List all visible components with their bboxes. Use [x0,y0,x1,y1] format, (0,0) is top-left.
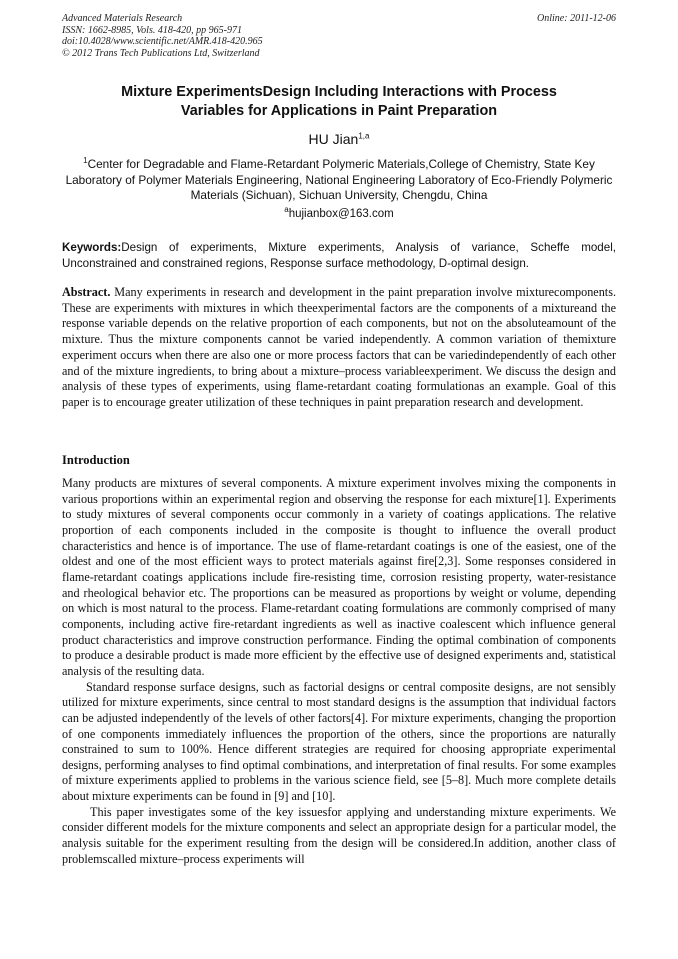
keywords-label: Keywords: [62,241,122,254]
journal-issn: ISSN: 1662-8985, Vols. 418-420, pp 965-971 [62,24,242,36]
author-email [62,205,616,220]
abstract-label: Abstract. [62,285,111,299]
affiliation [62,157,616,204]
email-address: hujianbox@163.com [288,208,394,220]
intro-paragraph-2: Standard response surface designs, such as factorial designs or central composite designs, are not sensibly utilized for mixture experiments, since central to most standard designs is the assumption that individual factors can be adjusted independently of the levels of other factors[4]. For mixture experiments, changing the proportion of one components immediately influences the proportion of the others, since the proportions are naturally constrained to sum to 100%. Hence different strategies are required for choosing appropriate experimental designs, performing analyses to find optimal combinations, and interpretation of final results. For some examples of mixture experiments applied to problems in the various science field, see [5–8]. Much more complete details about mixture experiments can be found in [9] and [10]. [62,679,616,804]
journal-doi: doi:10.4028/www.scientific.net/AMR.418-420.965 [62,36,263,47]
introduction-body [62,476,616,867]
author [62,131,616,147]
abstract [62,285,616,411]
intro-paragraph-1: Many products are mixtures of several components. A mixture experiment involves mixing the components in various proportions within an experimental region and observing the response for each mixture[1]. Experiments to study mixtures of several components occur commonly in a variety of coatings applications. The relative proportion of each components included in the composite is thought to influence the overall product characteristics and hence is of importance. The use of flame-retardant coatings is one of the easiest, one of the oldest and one of the most efficient ways to protect materials against fire[2,3]. Some responses considered in flame-retardant coatings applications include fire-resisting time, corrosion resisting property, water-resistance and rheological behavior etc. The proportions can be measured as proportions by weight or volume, depending on which is most natural to the process. Flame-retardant coating formulations are commonly comprised of many components, including active fire-retardant ingredients as well as inactive coalescent which influence general product characteristics and improve construction performance. Finding the optimal combination of components to produce a desirable product is made more efficient by the effective use of designed experiments and, statistical analysis of the resulting data. [62,476,616,678]
title-line-2: Variables for Applications in Paint Preparation [180,103,498,119]
journal-header [62,13,616,59]
title-line-1: Mixture ExperimentsDesign Including Interactions with Process [121,84,557,100]
introduction-heading: Introduction [62,453,130,467]
online-date: Online: 2011-12-06 [537,13,616,24]
affiliation-text: Center for Degradable and Flame-Retardant Polymeric Materials,College of Chemistry, State Key Laboratory of Polymer Materials Engineering, National Engineering Laboratory of Eco-Friendly Polymeric Materials (Sichuan), Sichuan University, Chengdu, China [65,157,613,202]
keywords-text: Design of experiments, Mixture experiments, Analysis of variance, Scheffe model, Unconstrained and constrained regions, Response surface methodology, D-optimal design. [62,241,616,270]
author-sup: 1,a [358,131,370,141]
abstract-text: Many experiments in research and development in the paint preparation involve mixturecomponents. These are experiments with mixtures in which theexperimental factors are the components of a mixtureand the response variable depends on the relative proportion of each components, but not on the absoluteamount of the mixture. Thus the mixture components cannot be varied independently. A common variation of themixture experiment occurs when there are also one or more process factors that can be variedindependently of each other and of the mixture ingredients, to bring about a mixture–process variableexperiment. We discuss the design and analysis of these types of experiments, using flame-retardant coating formulationas an example. Goal of this paper is to encourage greater utilization of these techniques in paint preparation research and development. [62,285,616,409]
journal-copyright: © 2012 Trans Tech Publications Ltd, Switzerland [62,47,260,59]
author-name: HU Jian [308,131,359,147]
email-sup: a [284,205,289,215]
intro-paragraph-3: This paper investigates some of the key issuesfor applying and understanding mixture experiments. We consider different models for the mixture components and select an appropriate design for a particular model, the analysis suitable for the experiment resulting from the design will be considered.In addition, another class of problemscalled mixture–process experiments will [62,804,616,866]
journal-name: Advanced Materials Research [62,13,183,24]
affiliation-sup: 1 [83,156,88,166]
paper-title [62,83,616,121]
keywords [62,240,616,272]
